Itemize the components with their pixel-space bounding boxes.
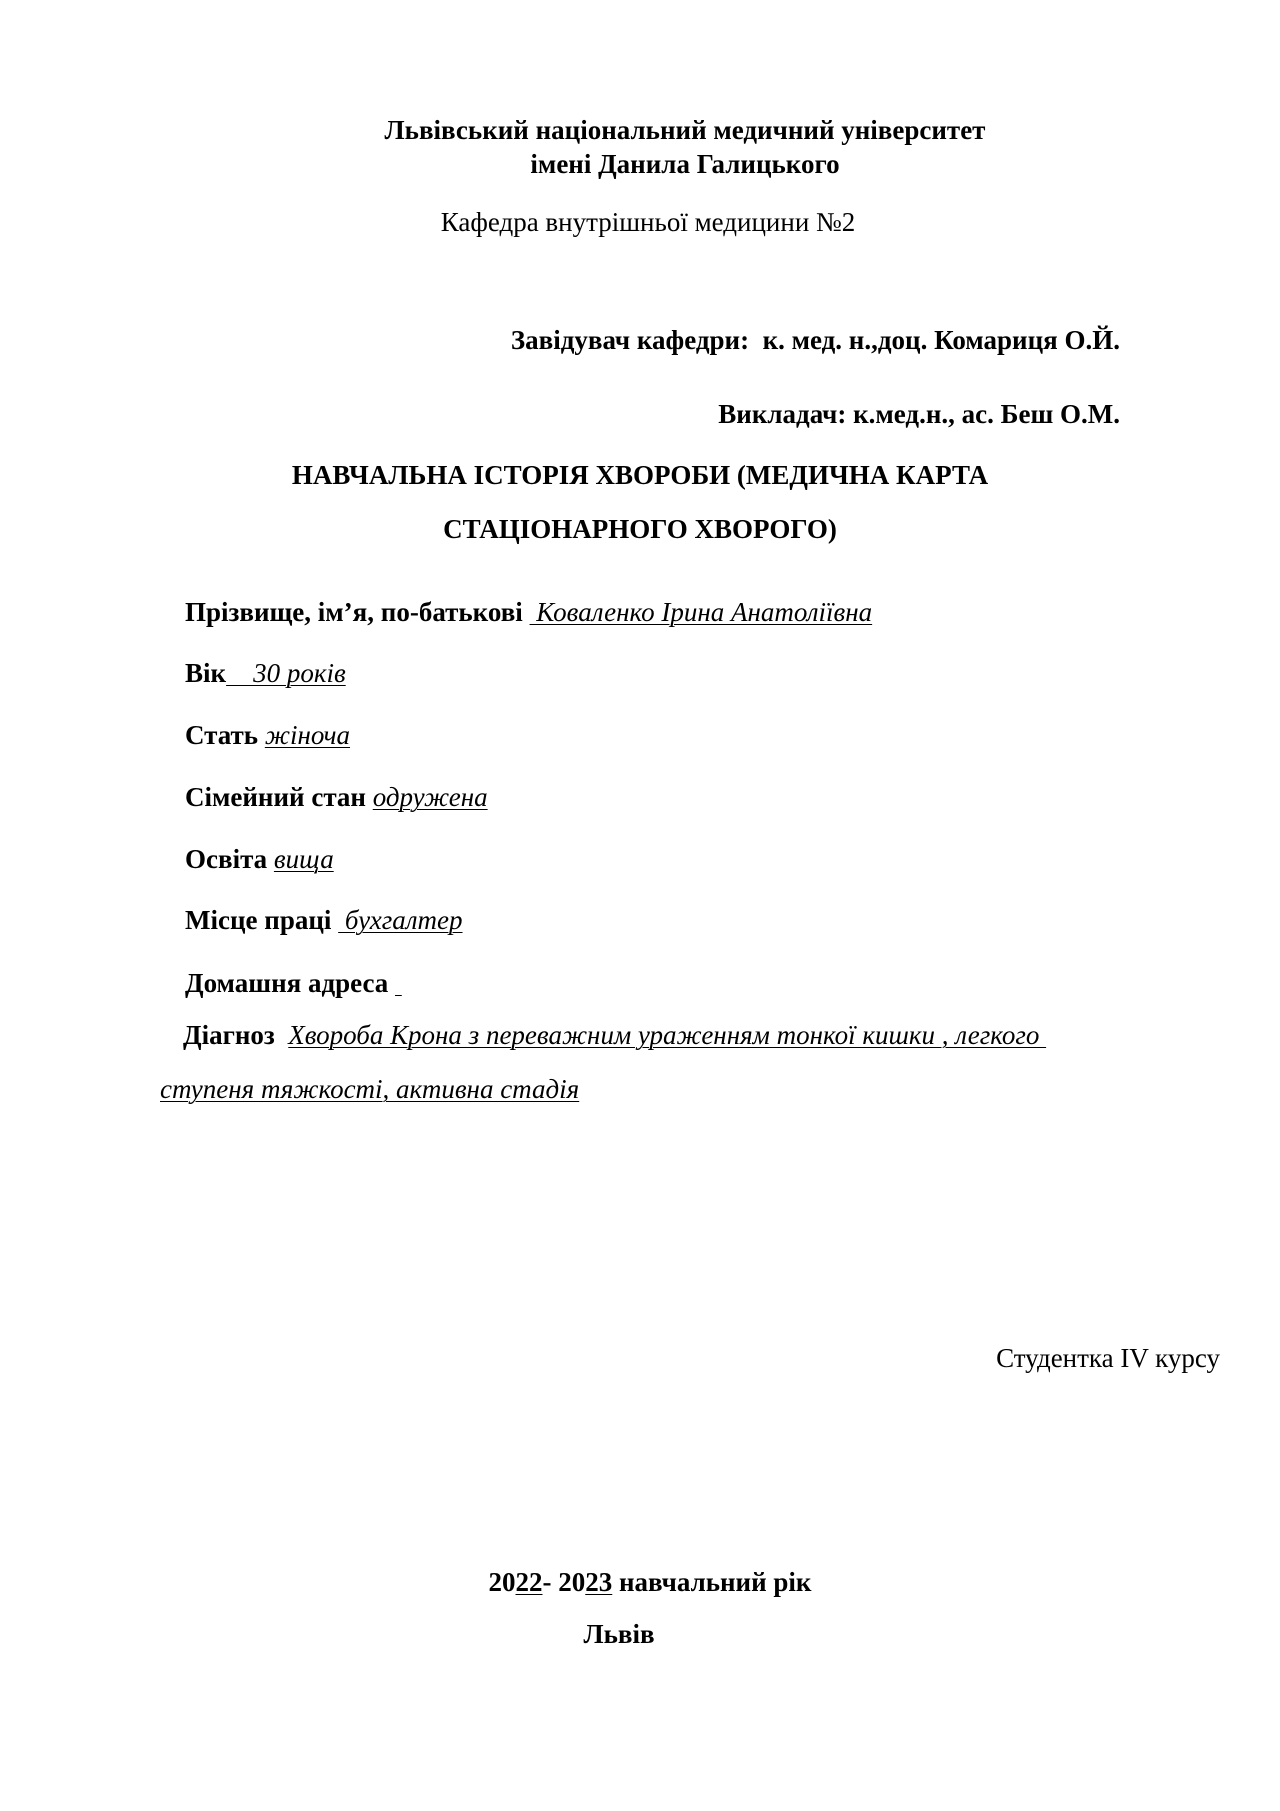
year-part4: 23 (585, 1567, 613, 1597)
field-workplace (185, 903, 463, 937)
field-education-label: Освіта (185, 844, 268, 874)
year-part1: 20 (488, 1567, 516, 1597)
university-name-line1: Львівський національний медичний університет (384, 115, 986, 145)
field-name-label: Прізвище, ім’я, по-батькові (185, 597, 523, 627)
university-name-line2: імені Данила Галицького (530, 149, 840, 179)
document-title-line1: НАВЧАЛЬНА ІСТОРІЯ ХВОРОБИ (МЕДИЧНА КАРТА (291, 460, 989, 490)
head-of-department (0, 323, 1120, 357)
field-diagnosis-label: Діагноз (183, 1020, 275, 1050)
city: Львів (583, 1619, 655, 1649)
field-age-label: Вік (185, 658, 227, 688)
field-name-value: Коваленко Ірина Анатоліївна (529, 597, 873, 627)
student-info: Студентка IV курсу (996, 1343, 1220, 1373)
head-label: Завідувач кафедри: (510, 325, 750, 355)
field-diagnosis-value-line2: ступеня тяжкості, активна стадія (160, 1074, 580, 1104)
teacher (0, 397, 1120, 431)
year-part3: - 20 (542, 1567, 586, 1597)
field-sex-label: Стать (185, 720, 259, 750)
field-age-value: 30 років (226, 658, 346, 688)
year-part5: навчальний рік (612, 1567, 812, 1597)
field-marital-value: одружена (372, 782, 488, 812)
department-name: Кафедра внутрішньої медицини №2 (440, 207, 856, 237)
field-diagnosis-continuation (160, 1072, 579, 1106)
teacher-value: к.мед.н., ас. Беш О.М. (853, 399, 1120, 429)
field-home-address (185, 966, 402, 1000)
field-address-value (395, 968, 402, 998)
field-marital-label: Сімейний стан (185, 782, 366, 812)
field-sex (185, 718, 350, 752)
field-education (185, 842, 334, 876)
field-name (185, 595, 872, 629)
field-sex-value: жіноча (264, 720, 351, 750)
field-work-label: Місце праці (185, 905, 332, 935)
teacher-label: Викладач: (718, 399, 847, 429)
field-age (185, 656, 346, 690)
field-diagnosis (183, 1018, 1046, 1052)
field-diagnosis-value-line1: Хвороба Крона з переважним ураженням тонкої кишки , легкого (288, 1020, 1047, 1050)
academic-year (0, 1565, 1280, 1599)
field-marital-status (185, 780, 488, 814)
field-address-label: Домашня адреса (185, 968, 389, 998)
year-part2: 22 (515, 1567, 543, 1597)
head-value: к. мед. н.,доц. Комариця О.Й. (762, 325, 1120, 355)
document-title-line2: СТАЦІОНАРНОГО ХВОРОГО) (443, 514, 837, 544)
field-education-value: вища (273, 844, 334, 874)
field-work-value: бухгалтер (338, 905, 463, 935)
